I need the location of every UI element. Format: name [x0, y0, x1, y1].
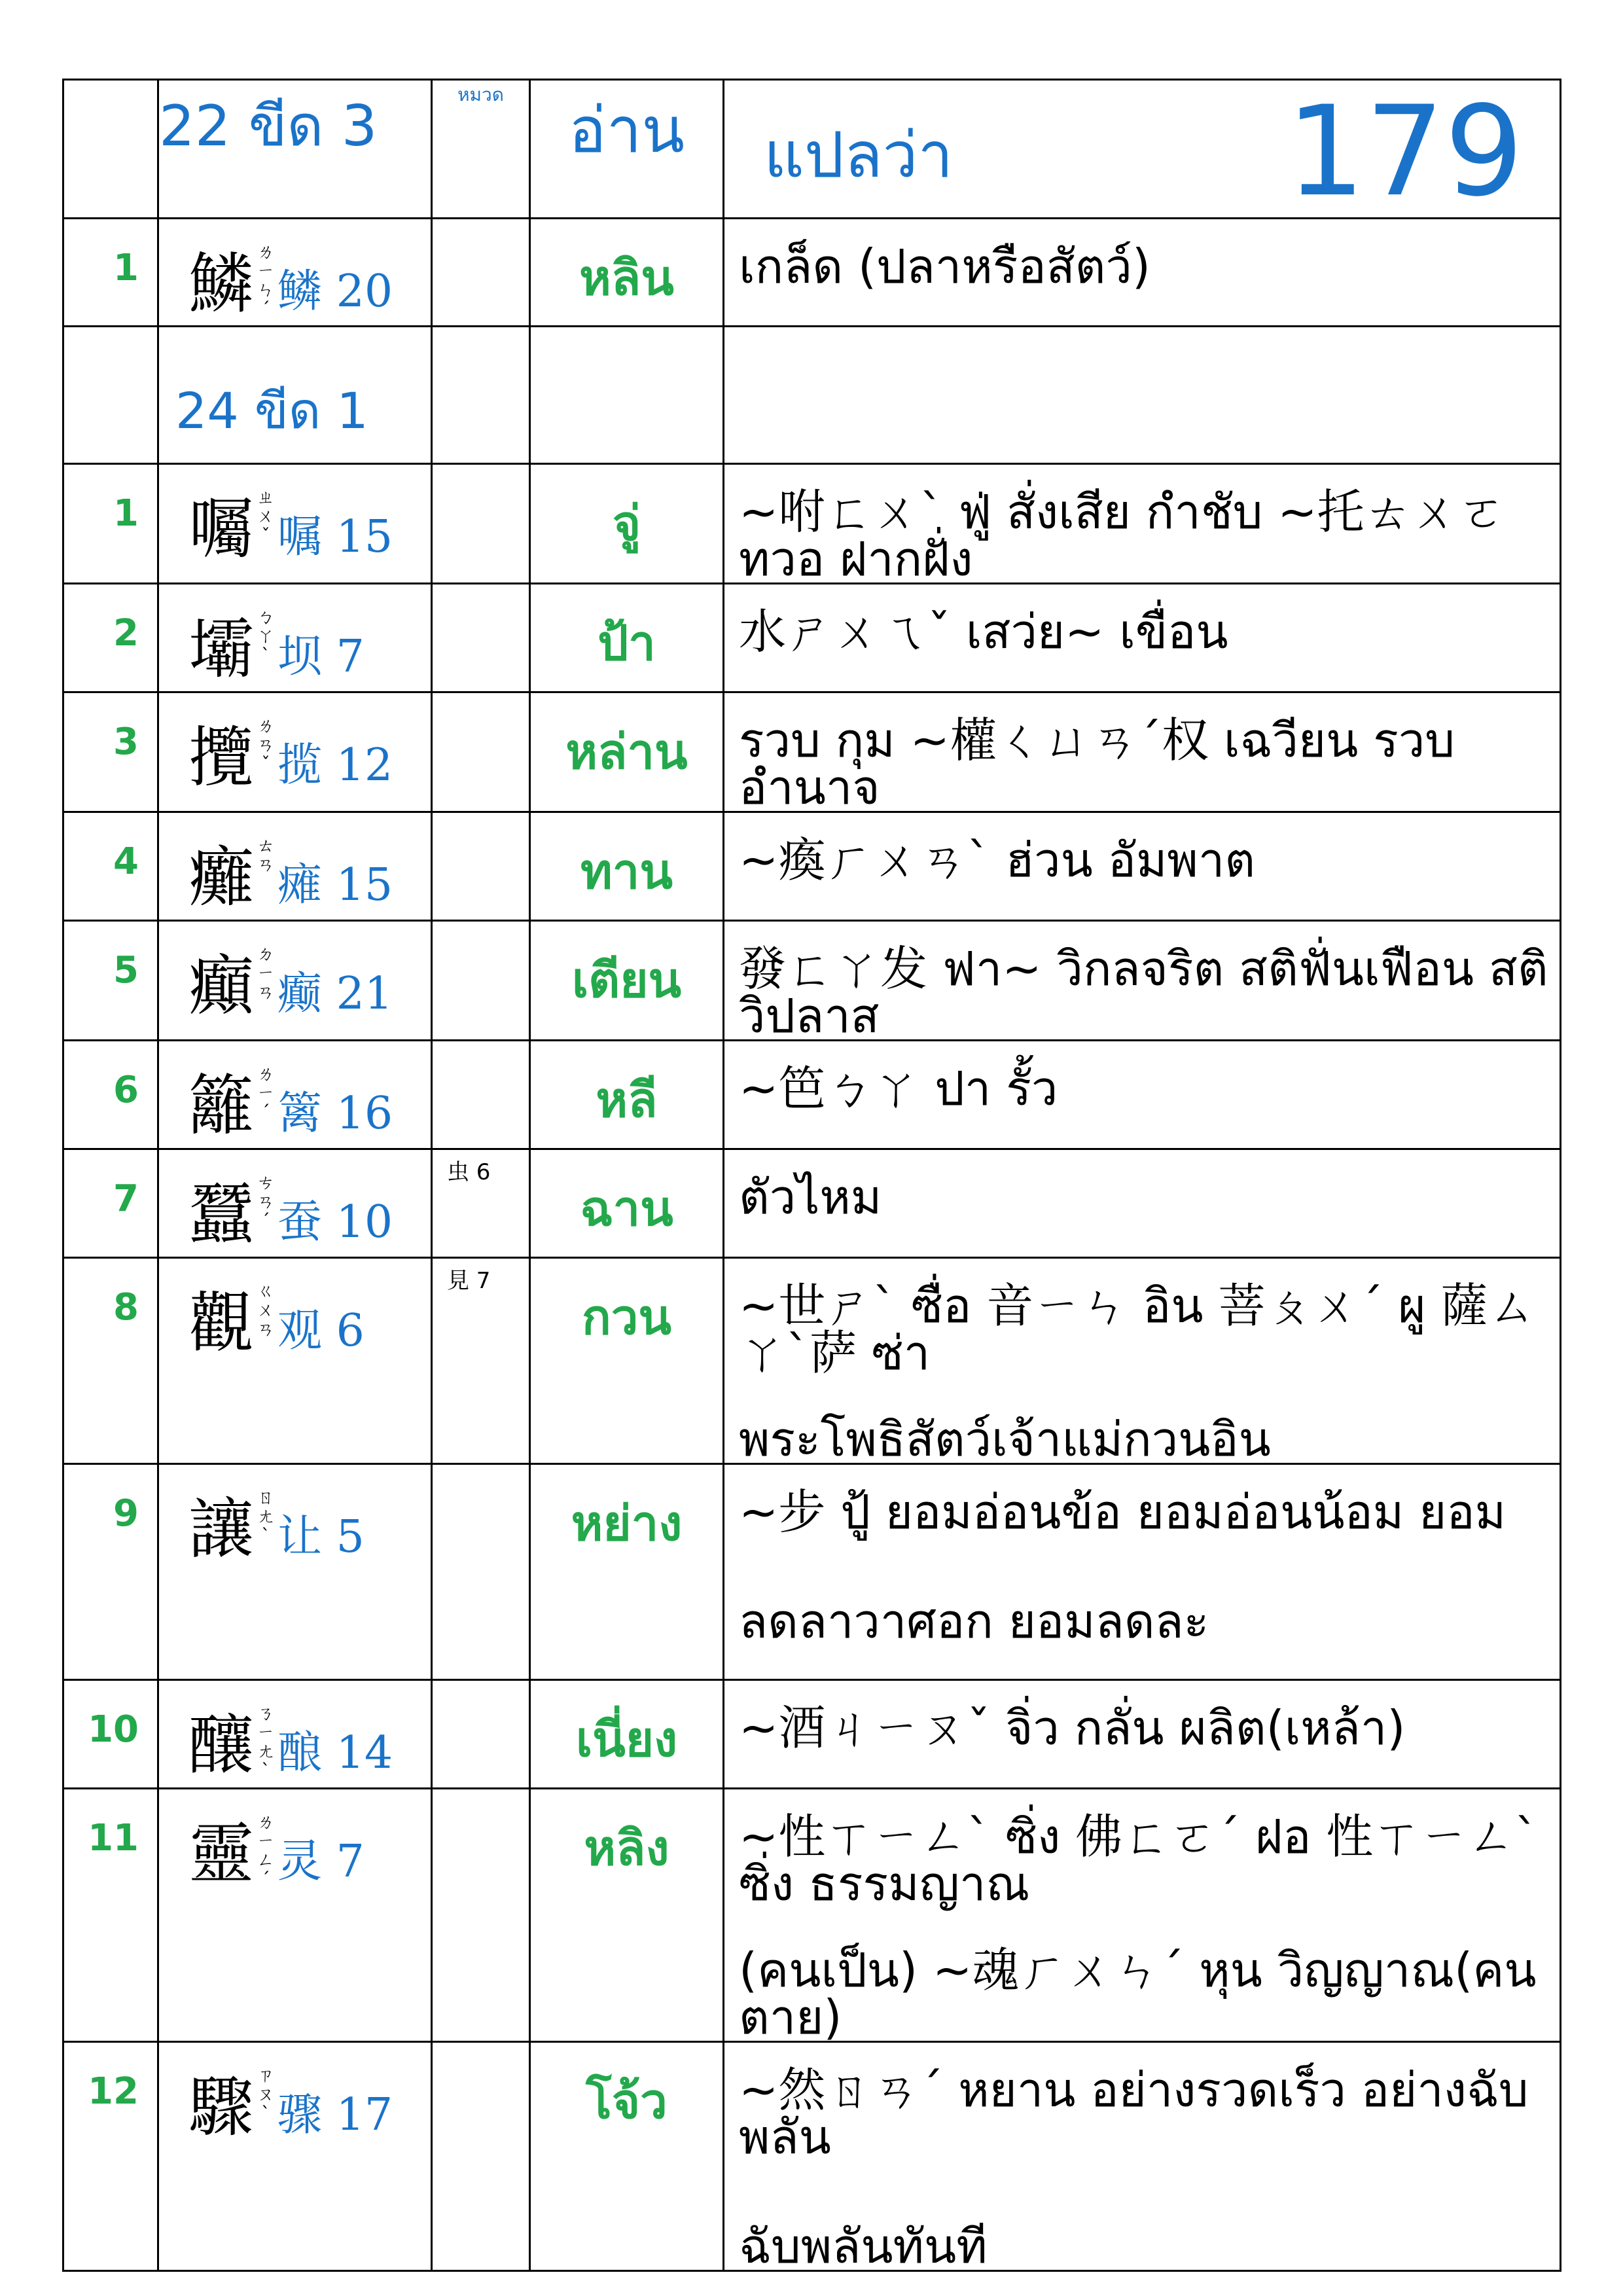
meaning-line: ~然ㄖㄢˊ หยาน อย่างรวดเร็ว อย่างฉับพลัน: [739, 2062, 1529, 2164]
page-number: 179: [1286, 79, 1524, 224]
character-cell: [158, 1789, 432, 2042]
meaning-line: ~世ㄕˋ ซื่อ 音ㄧㄣ อิน 菩ㄆㄨˊ ผู 薩ㄙㄚˋ萨 ซ่า: [739, 1278, 1535, 1380]
thai-reading: เตียน: [530, 921, 724, 1041]
simplified-character: 坝 7: [277, 631, 365, 683]
meaning-line: รวบ กุม ~權ㄑㄩㄢˊ权 เฉวียน รวบอำนาจ: [739, 713, 1455, 815]
character-cell: [158, 921, 432, 1041]
zhuyin-annotation: ㄍ ㄨ ㄢ: [257, 1282, 275, 1340]
thai-reading: หย่าง: [530, 1464, 724, 1680]
simplified-character: 嘱 15: [277, 511, 393, 563]
meaning-cell: [724, 464, 1561, 584]
radical-cell: [432, 692, 530, 812]
radical-cell: [432, 2042, 530, 2271]
simplified-character: 灵 7: [277, 1836, 365, 1888]
meaning-cell: [724, 812, 1561, 921]
table-row: [63, 464, 1561, 584]
entry-index: 6: [63, 1041, 158, 1149]
zhuyin-annotation: ㄊ ㄢ: [257, 836, 275, 875]
entry-index: 9: [63, 1464, 158, 1680]
character-cell: [158, 692, 432, 812]
character-cell: [158, 1258, 432, 1464]
character-cell: [158, 2042, 432, 2271]
zhuyin-annotation: ㄉ ㄧ ㄢ: [257, 944, 275, 1003]
table-row: [63, 2042, 1561, 2271]
traditional-character: 釀: [188, 1707, 254, 1784]
zhuyin-annotation: ㄗ ㄡ ˋ: [257, 2066, 275, 2124]
radical-cell: [432, 1041, 530, 1149]
table-row: [63, 921, 1561, 1041]
category-label: หมวด: [432, 80, 530, 219]
entry-index: 5: [63, 921, 158, 1041]
traditional-character: 癲: [188, 948, 254, 1024]
character-cell: [158, 1041, 432, 1149]
thai-reading: หล่าน: [530, 692, 724, 812]
entry-index: 7: [63, 1149, 158, 1258]
meaning-line: 發ㄈㄚ发 ฟา~ วิกลจริต สติฟั่นเฟือน สติวิปลาส: [739, 941, 1548, 1043]
meaning-line: ~步 ปู้ ยอมอ่อนข้อ ยอมอ่อนน้อม ยอม: [739, 1484, 1507, 1539]
character-cell: [158, 1149, 432, 1258]
traditional-character: 靈: [188, 1816, 254, 1892]
traditional-character: 籬: [188, 1067, 254, 1144]
meaning-line: ~笆ㄅㄚ ปา รั้ว: [739, 1061, 1058, 1116]
meaning-line: ~咐ㄈㄨˋ ฟู่ สั่งเสีย กำชับ ~托ㄊㄨㄛ ทวอ ฝากฝั่ง: [739, 484, 1506, 586]
radical-cell: [432, 584, 530, 692]
table-row: [63, 1680, 1561, 1789]
simplified-character: 酿 14: [277, 1727, 393, 1779]
dictionary-table: [62, 79, 1561, 2272]
meaning-cell: [724, 2042, 1561, 2274]
meaning-cell: [724, 1258, 1561, 1467]
simplified-character: 瘫 15: [277, 859, 393, 911]
meaning-line: เกล็ด (ปลาหรือสัตว์): [739, 239, 1150, 294]
entry-index: 11: [63, 1789, 158, 2042]
table-row: [63, 1464, 1561, 1680]
meaning-line: ฉับพลันทันที: [739, 2219, 988, 2274]
section-reading-cell: [530, 327, 724, 464]
meaning-line: ~酒ㄐㄧㄡˇ จิ่ว กลั่น ผลิต(เหล้า): [739, 1700, 1406, 1755]
simplified-character: 鳞 20: [277, 266, 393, 317]
traditional-character: 囑: [188, 491, 254, 567]
table-row: [63, 219, 1561, 327]
radical-cell: 虫 6: [432, 1149, 530, 1258]
thai-reading: จู่: [530, 464, 724, 584]
section-title: 24 ขีด 1: [158, 327, 432, 464]
entry-index: 2: [63, 584, 158, 692]
traditional-character: 蠶: [188, 1176, 254, 1253]
meaning-cell: [724, 1464, 1561, 1680]
simplified-character: 蚕 10: [277, 1196, 393, 1248]
radical-cell: 見 7: [432, 1258, 530, 1464]
zhuyin-annotation: ㄘ ㄢ ˊ: [257, 1173, 275, 1231]
meaning-line: ~性ㄒㄧㄥˋ ซิ่ง 佛ㄈㄛˊ ฝอ 性ㄒㄧㄥˋ ซิ่ง ธรรมญาณ: [739, 1809, 1539, 1911]
radical-cell: [432, 921, 530, 1041]
entry-index: 8: [63, 1258, 158, 1464]
meaning-cell: [724, 692, 1561, 815]
entry-index: 12: [63, 2042, 158, 2271]
radical-cell: [432, 1789, 530, 2042]
header-row: [63, 80, 1561, 219]
thai-reading: หลิง: [530, 1789, 724, 2042]
meaning-line: ~瘓ㄏㄨㄢˋ ฮ่วน อัมพาต: [739, 833, 1256, 888]
section-category-cell: [432, 327, 530, 464]
table-row: [63, 812, 1561, 921]
simplified-character: 篱 16: [277, 1088, 393, 1139]
zhuyin-annotation: ㄌ ㄢ ˇ: [257, 716, 275, 774]
translation-header-cell: [724, 79, 1561, 224]
meaning-cell: [724, 921, 1561, 1041]
radical-cell: [432, 1464, 530, 1680]
meaning-cell: [724, 1149, 1561, 1258]
thai-reading: ฉาน: [530, 1149, 724, 1258]
meaning-line: ลดลาวาศอก ยอมลดละ: [739, 1594, 1209, 1649]
entry-index: 10: [63, 1680, 158, 1789]
table-row: [63, 1041, 1561, 1149]
traditional-character: 攬: [188, 719, 254, 796]
meaning-cell: [724, 584, 1561, 692]
meaning-line: ตัวไหม: [739, 1170, 882, 1225]
table-row: [63, 1258, 1561, 1464]
table-row: [63, 692, 1561, 812]
entry-index: 1: [63, 464, 158, 584]
section-title: 22 ขีด 3: [158, 80, 432, 219]
zhuyin-annotation: ㄌ ㄧ ˊ: [257, 1064, 275, 1122]
meaning-cell: [724, 1789, 1561, 2045]
character-cell: [158, 584, 432, 692]
reading-label: อ่าน: [530, 80, 724, 219]
simplified-character: 癫 21: [277, 968, 393, 1020]
character-cell: [158, 1464, 432, 1680]
character-cell: [158, 812, 432, 921]
zhuyin-annotation: ㄋ ㄧ ㄤ ˋ: [257, 1704, 275, 1781]
meaning-line: พระโพธิสัตว์เจ้าแม่กวนอิน: [739, 1412, 1271, 1467]
entry-index: 4: [63, 812, 158, 921]
meaning-cell: [724, 219, 1561, 327]
traditional-character: 讓: [188, 1491, 254, 1568]
zhuyin-annotation: ㄅ ㄚ ˋ: [257, 607, 275, 666]
radical-cell: [432, 812, 530, 921]
zhuyin-annotation: ㄓ ㄨ ˇ: [257, 488, 275, 546]
zhuyin-annotation: ㄌ ㄧ ㄥ ˊ: [257, 1812, 275, 1890]
character-cell: [158, 464, 432, 584]
meaning-cell: [724, 1680, 1561, 1789]
table-row: [63, 1149, 1561, 1258]
traditional-character: 驟: [188, 2069, 254, 2145]
traditional-character: 觀: [188, 1285, 254, 1361]
simplified-character: 骤 17: [277, 2089, 393, 2141]
traditional-character: 癱: [188, 839, 254, 916]
simplified-character: 让 5: [277, 1511, 365, 1563]
section-row: [63, 327, 1561, 464]
zhuyin-annotation: ㄖ ㄤ ˋ: [257, 1488, 275, 1546]
section-index-cell: [63, 327, 158, 464]
character-cell: [158, 1680, 432, 1789]
thai-reading: กวน: [530, 1258, 724, 1464]
radical-cell: [432, 1680, 530, 1789]
thai-reading: ป้า: [530, 584, 724, 692]
section-meaning-cell: [724, 327, 1561, 464]
traditional-character: 鱗: [188, 245, 254, 322]
simplified-character: 观 6: [277, 1305, 365, 1357]
header-index-cell: [63, 80, 158, 219]
table-row: [63, 1789, 1561, 2042]
meaning-cell: [724, 1041, 1561, 1149]
meaning-line: (คนเป็น) ~魂ㄏㄨㄣˊ หุน วิญญาณ(คนตาย): [739, 1943, 1537, 2045]
thai-reading: หลี: [530, 1041, 724, 1149]
thai-reading: ทาน: [530, 812, 724, 921]
traditional-character: 壩: [188, 611, 254, 687]
table-row: [63, 584, 1561, 692]
radical-cell: [432, 219, 530, 327]
thai-reading: เนี่ยง: [530, 1680, 724, 1789]
simplified-character: 揽 12: [277, 740, 393, 791]
zhuyin-annotation: ㄌ ㄧ ㄣ ˊ: [257, 242, 275, 319]
meaning-line: 水ㄕㄨㄟˇ เสว่ย~ เขื่อน: [739, 604, 1228, 659]
entry-index: 1: [63, 219, 158, 327]
radical-cell: [432, 464, 530, 584]
entry-index: 3: [63, 692, 158, 812]
thai-reading: หลิน: [530, 219, 724, 327]
thai-reading: โจ้ว: [530, 2042, 724, 2271]
translation-label: แปลว่า: [764, 118, 954, 192]
character-cell: [158, 219, 432, 327]
